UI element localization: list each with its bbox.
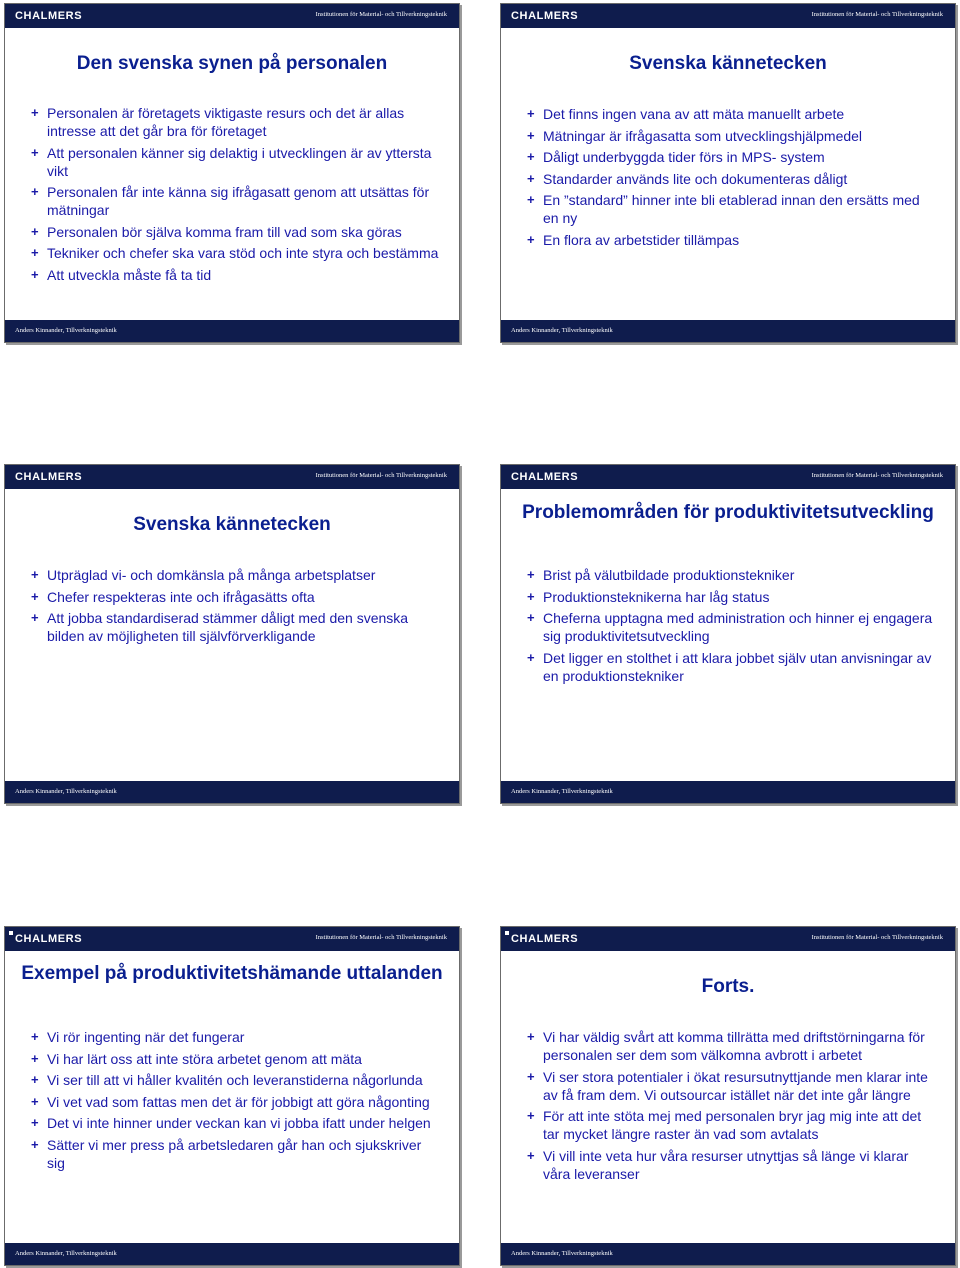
chalmers-logo: CHALMERS — [15, 10, 83, 22]
bullet-item: + Standarder används lite och dokumenteras dåligt — [527, 170, 939, 188]
slide-header — [5, 4, 459, 28]
square-icon — [505, 931, 509, 935]
bullet-item: + Det ligger en stolthet i att klara jobbet själv utan anvisningar av en produktionstekniker — [527, 649, 939, 685]
slide-3 — [4, 464, 460, 804]
bullet-item: + Personalen bör själva komma fram till vad som ska göras — [31, 223, 443, 241]
bullet-list — [527, 566, 939, 688]
institution-label: Institutionen för Material- och Tillverkningsteknik — [811, 934, 943, 941]
chalmers-logo: CHALMERS — [511, 933, 579, 945]
chalmers-logo: CHALMERS — [511, 471, 579, 483]
bullet-item: + Det vi inte hinner under veckan kan vi jobba ifatt under helgen — [31, 1114, 443, 1132]
bullet-item: + Att personalen känner sig delaktig i utvecklingen är av yttersta vikt — [31, 144, 443, 180]
bullet-item: + En ”standard” hinner inte bli etablerad innan den ersätts med en ny — [527, 191, 939, 227]
slide-footer — [501, 1243, 955, 1265]
bullet-list — [31, 104, 443, 287]
chalmers-logo: CHALMERS — [15, 471, 83, 483]
slide-header — [5, 927, 459, 951]
bullet-item: + Vi vet vad som fattas men det är för jobbigt att göra någonting — [31, 1093, 443, 1111]
bullet-item: + Vi vill inte veta hur våra resurser utnyttjas så länge vi klarar våra leveranser — [527, 1147, 939, 1183]
slide-title: Forts. — [701, 976, 755, 997]
slide-2 — [500, 3, 956, 343]
bullet-item: + Vi ser stora potentialer i ökat resursutnyttjande men klarar inte av få fram dem. Vi outsourcar istället när det inte går längre — [527, 1068, 939, 1104]
bullet-item: + Utpräglad vi- och domkänsla på många arbetsplatser — [31, 566, 443, 584]
author-label: Anders Kinnander, Tillverkningsteknik — [15, 1250, 117, 1257]
slide-1 — [4, 3, 460, 343]
slide-header — [501, 4, 955, 28]
author-label: Anders Kinnander, Tillverkningsteknik — [511, 327, 613, 334]
bullet-item: + Produktionsteknikerna har låg status — [527, 588, 939, 606]
bullet-list — [527, 1028, 939, 1186]
institution-label: Institutionen för Material- och Tillverkningsteknik — [811, 472, 943, 479]
slide-5 — [4, 926, 460, 1266]
bullet-item: + För att inte stöta mej med personalen bryr jag mig inte att det tar mycket längre raster än vad som avtalats — [527, 1107, 939, 1143]
author-label: Anders Kinnander, Tillverkningsteknik — [15, 788, 117, 795]
bullet-item: + Personalen är företagets viktigaste resurs och det är allas intresse att det går bra för företaget — [31, 104, 443, 140]
chalmers-logo: CHALMERS — [511, 10, 579, 22]
chalmers-logo: CHALMERS — [15, 933, 83, 945]
bullet-item: + Cheferna upptagna med administration och hinner ej engagera sig produktivitetsutveckling — [527, 609, 939, 645]
slide-header — [501, 465, 955, 489]
author-label: Anders Kinnander, Tillverkningsteknik — [511, 1250, 613, 1257]
author-label: Anders Kinnander, Tillverkningsteknik — [511, 788, 613, 795]
bullet-item: + Tekniker och chefer ska vara stöd och inte styra och bestämma — [31, 244, 443, 262]
slide-footer — [501, 781, 955, 803]
author-label: Anders Kinnander, Tillverkningsteknik — [15, 327, 117, 334]
slide-title: Svenska kännetecken — [629, 53, 827, 74]
institution-label: Institutionen för Material- och Tillverkningsteknik — [811, 11, 943, 18]
bullet-item: + Dåligt underbyggda tider förs in MPS- system — [527, 148, 939, 166]
bullet-item: + Personalen får inte känna sig ifrågasatt genom att utsättas för mätningar — [31, 183, 443, 219]
institution-label: Institutionen för Material- och Tillverkningsteknik — [315, 11, 447, 18]
bullet-item: + Vi ser till att vi håller kvalitén och leveranstiderna någorlunda — [31, 1071, 443, 1089]
slide-title: Exempel på produktivitetshämande uttalanden — [21, 963, 443, 984]
slide-footer — [501, 320, 955, 342]
slide-footer — [5, 1243, 459, 1265]
bullet-item: + Vi har lärt oss att inte störa arbetet genom att mäta — [31, 1050, 443, 1068]
slide-title: Den svenska synen på personalen — [76, 53, 388, 74]
slide-footer — [5, 320, 459, 342]
bullet-item: + Vi rör ingenting när det fungerar — [31, 1028, 443, 1046]
bullet-item: + Vi har väldig svårt att komma tillrätta med driftstörningarna för personalen ser dem som välkomna avbrott i arbetet — [527, 1028, 939, 1064]
institution-label: Institutionen för Material- och Tillverkningsteknik — [315, 934, 447, 941]
slide-6 — [500, 926, 956, 1266]
bullet-item: + Chefer respekteras inte och ifrågasätts ofta — [31, 588, 443, 606]
square-icon — [9, 931, 13, 935]
slide-4 — [500, 464, 956, 804]
bullet-item: + Brist på välutbildade produktionstekniker — [527, 566, 939, 584]
bullet-item: + Mätningar är ifrågasatta som utvecklingshjälpmedel — [527, 127, 939, 145]
bullet-item: + En flora av arbetstider tillämpas — [527, 231, 939, 249]
bullet-item: + Att jobba standardiserad stämmer dåligt med den svenska bilden av möjligheten till självförverkligande — [31, 609, 443, 645]
slide-title: Svenska kännetecken — [133, 514, 331, 535]
bullet-item: + Att utveckla måste få ta tid — [31, 266, 443, 284]
institution-label: Institutionen för Material- och Tillverkningsteknik — [315, 472, 447, 479]
bullet-list — [31, 1028, 443, 1175]
bullet-list — [527, 105, 939, 252]
bullet-item: + Sätter vi mer press på arbetsledaren går han och sjukskriver sig — [31, 1136, 443, 1172]
slide-header — [5, 465, 459, 489]
bullet-item: + Det finns ingen vana av att mäta manuellt arbete — [527, 105, 939, 123]
slide-header — [501, 927, 955, 951]
slide-footer — [5, 781, 459, 803]
bullet-list — [31, 566, 443, 649]
slide-title: Problemområden för produktivitetsutveckling — [522, 502, 934, 523]
